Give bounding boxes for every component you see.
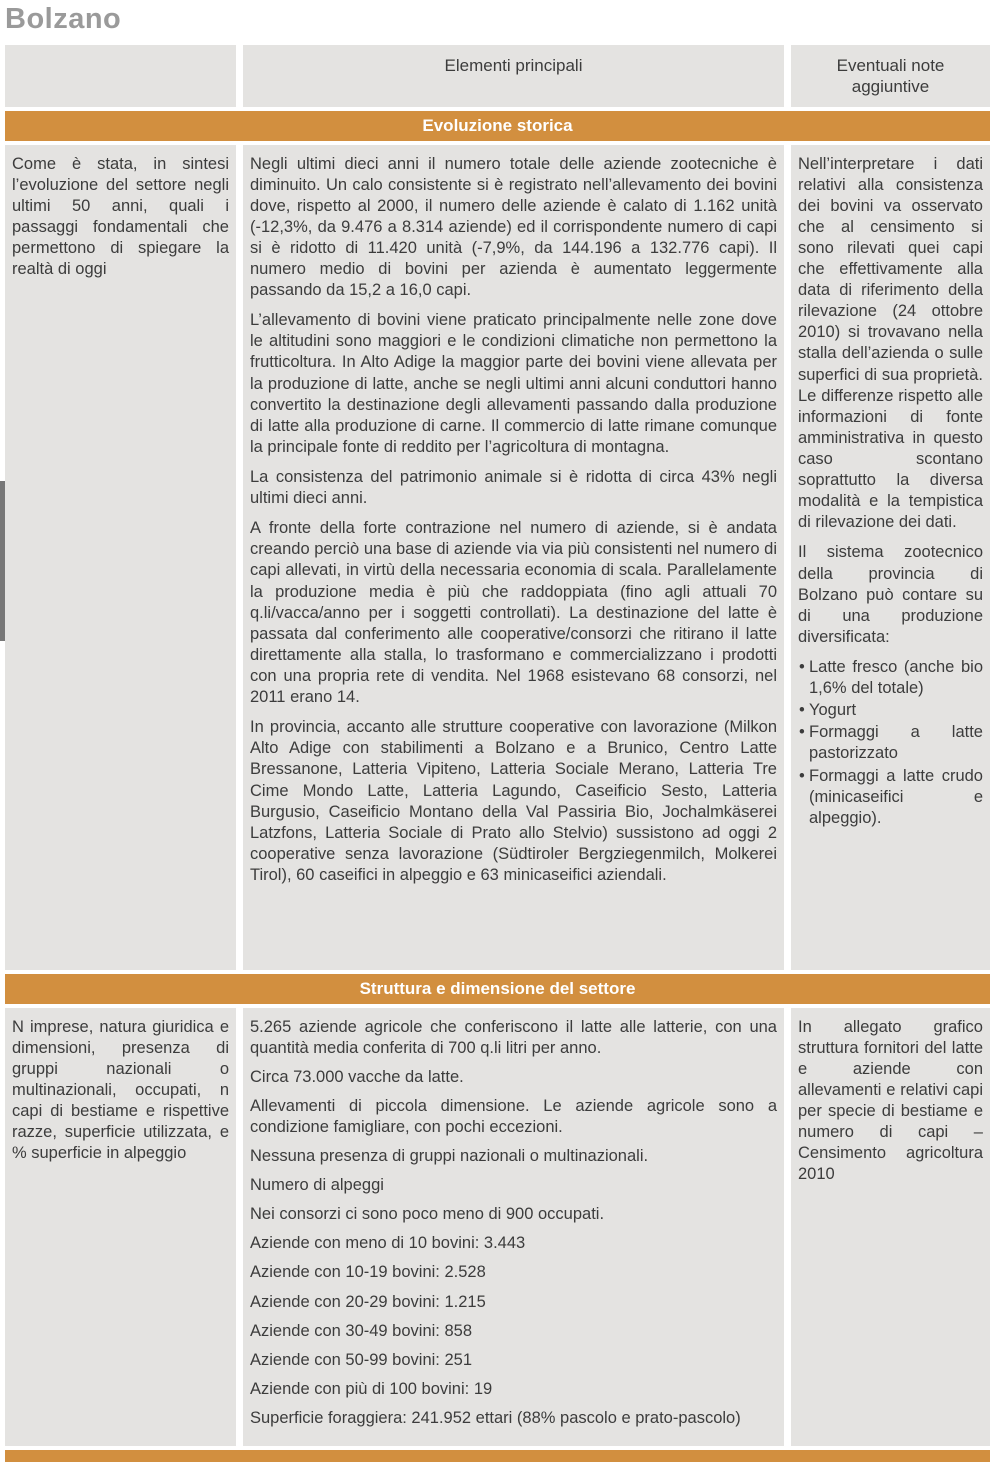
header-cell-elementi-principali xyxy=(243,45,784,107)
page-title: Bolzano xyxy=(5,3,122,35)
header-cell-note-aggiuntive xyxy=(791,45,990,107)
table-row-struttura-settore xyxy=(5,1008,990,1447)
notes-cell xyxy=(791,1008,990,1447)
paragraph: L’allevamento di bovini viene praticato principalmente nelle zone dove le altitudini sono maggiori e le condizioni climatiche non permettono la frutticoltura. In Alto Adige la maggior parte dei bovini viene allevata per la produzione di latte, anche se negli ultimi anni alcuni conduttori hanno convertito la destinazione degli allevamenti passando dalla produzione di latte alla produzione di carne. Il commercio di latte rimane comunque la principale fonte di reddito per l’agricoltura di montagna. xyxy=(250,311,777,456)
question-cell xyxy=(5,145,236,970)
paragraph: Aziende con 50-99 bovini: 251 xyxy=(250,1350,472,1369)
section-band-struttura-settore xyxy=(5,974,990,1004)
paragraph: Aziende con 30-49 bovini: 858 xyxy=(250,1321,472,1340)
list-item xyxy=(798,722,983,764)
notes-cell xyxy=(791,145,990,970)
paragraph: Nell’interpretare i dati relativi alla consistenza dei bovini va osservato che al censimento si sono rilevati quei capi che effettivamente alla data di riferimento della rilevazione (24 ottobre 2010) si trovavano nella stalla dell’azienda o sulle superfici di sua proprietà. Le differenze rispetto alle informazioni di fonte amministrativa in questo caso scontano soprattutto la diversa modalità e la tempistica di rilevazione dei dati. xyxy=(798,154,983,532)
paragraph: La consistenza del patrimonio animale si è ridotta di circa 43% negli ultimi dieci anni. xyxy=(250,468,777,508)
question-cell xyxy=(5,1008,236,1447)
list-item xyxy=(798,766,983,829)
section-band-evoluzione-storica xyxy=(5,111,990,141)
header-label-note: Eventuali note aggiuntive xyxy=(836,56,945,97)
question-text: Come è stata, in sintesi l’evoluzione del settore negli ultimi 50 anni, quali i passaggi fondamentali che permettono di spiegare la realtà di oggi xyxy=(12,154,229,279)
paragraph: Circa 73.000 vacche da latte. xyxy=(250,1067,464,1086)
paragraph: Aziende con più di 100 bovini: 19 xyxy=(250,1379,493,1398)
header-label-elementi: Elementi principali xyxy=(444,56,583,75)
list-item xyxy=(798,657,983,699)
paragraph: In allegato grafico struttura fornitori del latte e aziende con allevamenti e relativi capi per specie di bestiame e numero di capi – Censimento agricoltura 2010 xyxy=(798,1017,983,1184)
paragraph: 5.265 aziende agricole che conferiscono il latte alle latterie, con una quantità media conferita di 700 q.li litri per anno. xyxy=(250,1017,777,1057)
table-header-row xyxy=(5,45,990,107)
paragraph: Aziende con 10-19 bovini: 2.528 xyxy=(250,1263,486,1282)
list-item-text: Formaggi a latte pastorizzato xyxy=(809,723,983,763)
main-elements-cell xyxy=(243,1008,784,1447)
list-item-text: Yogurt xyxy=(809,701,857,720)
list-item-text: Latte fresco (anche bio 1,6% del totale) xyxy=(809,658,983,698)
paragraph: Il sistema zootecnico della provincia di Bolzano può contare su di una produzione diversificata: xyxy=(798,543,983,646)
question-text: N imprese, natura giuridica e dimensioni, presenza di gruppi nazionali o multinazionali, occupati, n capi di bestiame e rispettive razze, superficie utilizzata, e % superficie in alpeggio xyxy=(12,1017,229,1163)
main-elements-cell xyxy=(243,145,784,970)
paragraph: Allevamenti di piccola dimensione. Le aziende agricole sono a condizione famigliare, con pochi eccezioni. xyxy=(250,1096,777,1136)
section-title: Evoluzione storica xyxy=(422,115,573,135)
list-item-text: Formaggi a latte crudo (minicaseifici e alpeggio). xyxy=(809,766,983,827)
table-row-evoluzione-storica xyxy=(5,145,990,970)
paragraph: A fronte della forte contrazione nel numero di aziende, si è andata creando perciò una base di aziende via via più consistenti nel numero di capi allevati, in virtù della necessaria economia di scala. Parallelamente la produzione media è più che raddoppiata (fino agli attuali 70 q.li/vacca/anno per i soggetti controllati). La destinazione del latte è passata dal conferimento alle cooperative/consorzi che ritirano il latte direttamente alla stalla, lo trasformano e commercializzano i prodotti con una propria rete di vendita. Nel 1968 esistevano 68 consorzi, nel 2011 erano 14. xyxy=(250,519,777,707)
paragraph: Nessuna presenza di gruppi nazionali o multinazionali. xyxy=(250,1147,649,1166)
section-band-partial xyxy=(5,1450,990,1462)
page-edge-tab xyxy=(0,481,5,641)
paragraph: Superficie foraggiera: 241.952 ettari (88% pascolo e prato-pascolo) xyxy=(250,1409,741,1428)
paragraph: Nei consorzi ci sono poco meno di 900 occupati. xyxy=(250,1205,605,1224)
paragraph: Negli ultimi dieci anni il numero totale delle aziende zootecniche è diminuito. Un calo consistente si è registrato nell’allevamento dei bovini dove, rispetto al 2000, il numero delle aziende è calato di 1.162 unità (-12,3%, da 9.476 a 8.314 aziende) ed il corrispondente numero di capi si è ridotto di 11.420 unità (-7,9%, da 144.196 a 132.776 capi). Il numero medio di bovini per azienda è aumentato leggermente passando da 15,2 a 16,0 capi. xyxy=(250,154,777,300)
paragraph: In provincia, accanto alle strutture cooperative con lavorazione (Milkon Alto Adige con stabilimenti a Bolzano e a Brunico, Centro Latte Bressanone, Latteria Vipiteno, Latteria Sociale Merano, Latteria Tre Cime Mondo Latte, Latteria Lagundo, Caseificio Sesto, Latteria Burgusio, Caseificio Montano della Val Passiria Bio, Jochalmkäserei Latzfons, Latteria Sociale di Prato allo Stelvio) sussistono ad oggi 2 cooperative senza lavorazione (Südtiroler Bergziegenmilch, Molkerei Tirol), 60 caseifici in alpeggio e 63 minicaseifici aziendali. xyxy=(250,718,777,884)
paragraph: Aziende con meno di 10 bovini: 3.443 xyxy=(250,1234,526,1253)
info-table xyxy=(5,45,990,1462)
list-item xyxy=(798,700,983,721)
paragraph: Aziende con 20-29 bovini: 1.215 xyxy=(250,1292,486,1311)
header-cell-empty xyxy=(5,45,236,107)
paragraph: Numero di alpeggi xyxy=(250,1176,384,1195)
section-title: Struttura e dimensione del settore xyxy=(359,978,636,998)
